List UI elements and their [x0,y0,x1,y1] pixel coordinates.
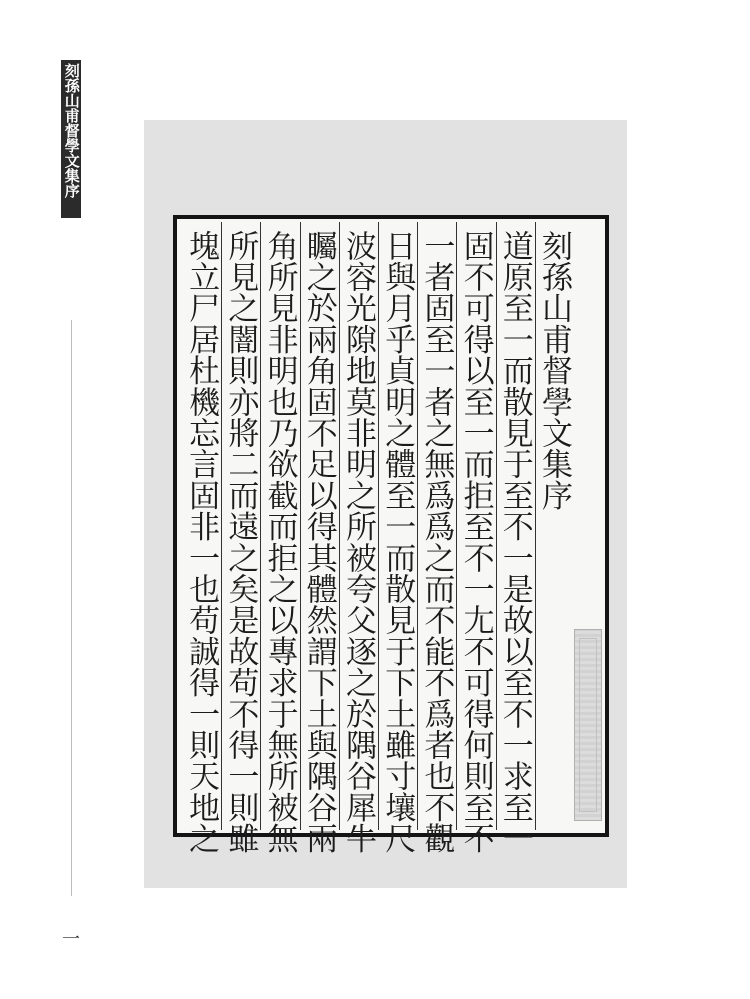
collector-seal [574,629,602,821]
text-column [221,222,260,854]
column-text: 矚之於兩角固不足以得其體然謂下土與隅谷兩 [300,230,337,854]
text-column [183,222,221,854]
margin-rule [71,320,72,896]
seal-border [579,638,597,812]
text-column [260,222,299,854]
text-column [339,222,378,854]
column-text-title: 刻孫山甫督學文集序 [536,230,572,511]
book-title-strip [61,60,81,218]
text-column [535,222,574,830]
text-column [456,222,495,854]
text-column [378,222,417,854]
column-text: 一者固至一者之無爲爲之而不能不爲者也不觀 [418,230,455,854]
text-columns [183,222,574,854]
text-column [417,222,456,854]
column-text: 日與月乎貞明之體至一而散見于下土雖寸壤尺 [379,230,416,854]
page-number: 一 [62,929,80,950]
book-title-text: 刻孫山甫督學文集序 [62,63,81,198]
text-column [496,222,535,854]
column-text: 固不可得以至一而拒至不一尢不可得何則至不 [457,230,494,854]
text-column [300,222,339,854]
column-text: 角所見非明也乃欲截而拒之以專求于無所被無 [261,230,298,854]
column-text: 波容光隙地莫非明之所被夸父逐之於隅谷犀牛 [339,230,376,854]
woodblock-page [173,215,609,854]
column-text: 塊立尸居杜機忘言固非一也苟誠得一則天地之 [183,230,220,854]
column-text: 道原至一而散見于至不一是故以至不一求至一 [496,230,533,854]
column-text: 所見之闇則亦將二而遠之矣是故苟不得一則雖 [222,230,259,854]
